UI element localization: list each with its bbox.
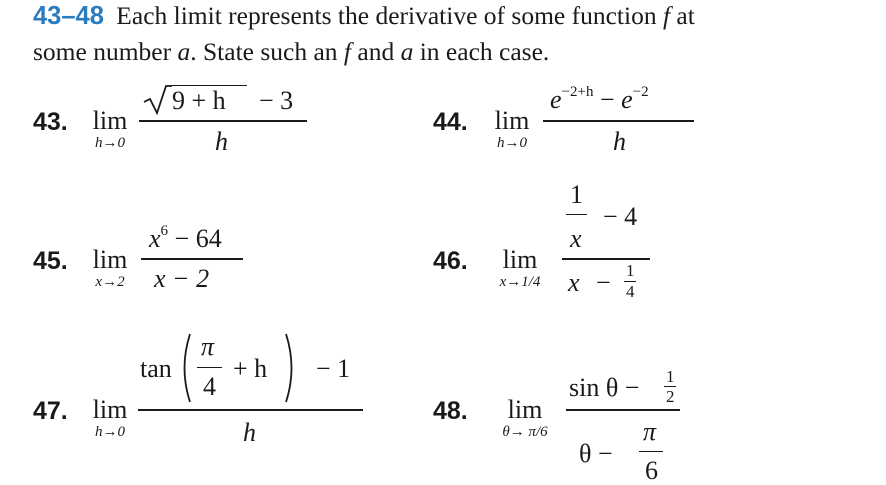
limit-operator: lim x→2	[92, 245, 128, 290]
problem-number: 46.	[433, 247, 468, 275]
fraction-bar	[139, 120, 307, 122]
problem-number: 44.	[433, 108, 468, 136]
minus-one: − 1	[316, 354, 351, 383]
inner-fraction-bar	[566, 214, 587, 215]
numerator: $e^{-2+h} - e^{-2}$	[550, 84, 649, 114]
limit-operator: lim h→0	[92, 395, 128, 440]
limit-operator: lim θ→ π/6	[502, 395, 548, 440]
pi-over-4-bar	[197, 367, 222, 368]
instructions-text-4: . State such an	[190, 37, 338, 66]
problem-number: 43.	[33, 108, 68, 136]
problem-number: 47.	[33, 397, 68, 425]
problem-number: 48.	[433, 397, 468, 425]
radicand: 9 + h	[172, 86, 226, 115]
instructions-text-5: and	[357, 37, 395, 66]
numerator: sin θ −	[569, 373, 640, 402]
denominator-theta: θ −	[579, 439, 613, 468]
quarter-denominator: 4	[626, 282, 635, 301]
fraction-bar	[141, 258, 243, 260]
four-denominator: 4	[203, 372, 216, 401]
fraction-bar	[138, 409, 363, 411]
pi-numerator: π	[201, 332, 215, 361]
quarter-numerator: 1	[626, 261, 635, 280]
problem-number: 45.	[33, 247, 68, 275]
numerator-rest: − 3	[259, 86, 294, 115]
numerator: $x^6 - 64$	[149, 223, 222, 253]
half-denominator: 2	[666, 387, 675, 406]
denominator-x: x	[568, 268, 580, 297]
minus-four: − 4	[603, 202, 638, 231]
sqrt-sign	[142, 84, 172, 116]
limit-operator: lim h→0	[92, 106, 128, 151]
var-f: f	[343, 37, 352, 66]
denominator: h	[613, 127, 626, 156]
pi-numerator: π	[643, 417, 657, 446]
denominator: h	[243, 418, 256, 447]
fraction-bar	[562, 258, 650, 260]
inner-denominator: x	[570, 224, 582, 253]
denominator: h	[215, 127, 228, 156]
inner-numerator: 1	[570, 180, 583, 209]
six-denominator: 6	[645, 456, 658, 485]
pi-over-6-bar	[639, 451, 663, 452]
var-a: a	[177, 37, 191, 66]
left-paren	[178, 332, 192, 404]
fraction-bar	[543, 120, 694, 122]
limit-operator: lim h→0	[494, 106, 530, 151]
plus-h: + h	[233, 354, 268, 383]
var-f: f	[662, 1, 671, 30]
fraction-bar	[566, 409, 680, 411]
instructions-text-6: in each case.	[419, 37, 550, 66]
var-a: a	[400, 37, 414, 66]
denominator-minus: −	[596, 268, 611, 297]
instructions-text-2: at	[676, 1, 695, 30]
denominator: x − 2	[154, 264, 210, 293]
instructions-text-1: Each limit represents the derivative of some function	[116, 1, 657, 30]
right-paren	[284, 332, 298, 404]
instructions	[33, 0, 873, 70]
problem-range: 43–48	[33, 2, 104, 30]
half-numerator: 1	[666, 367, 675, 386]
tan-function: tan	[140, 354, 172, 383]
limit-operator: lim x→1/4	[499, 245, 541, 290]
instructions-text-3: some number	[33, 37, 172, 66]
